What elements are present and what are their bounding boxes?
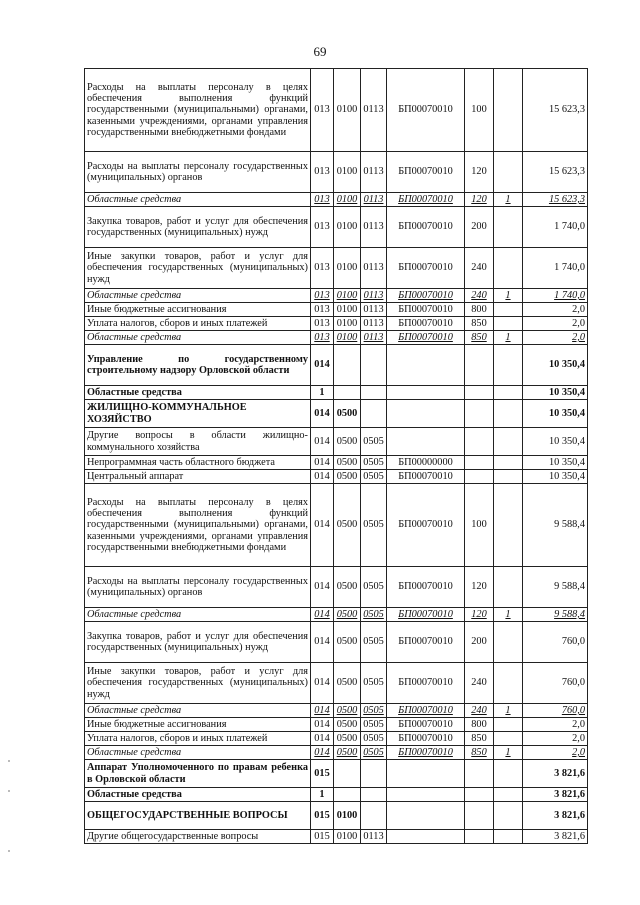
cell-csr xyxy=(387,788,465,802)
cell-source xyxy=(494,470,523,484)
cell-source xyxy=(494,802,523,830)
table-row xyxy=(85,663,588,704)
cell-pr xyxy=(361,760,387,788)
cell-sum: 10 350,4 xyxy=(523,345,588,386)
row-name: Областные средства xyxy=(85,289,311,303)
table-row xyxy=(85,830,588,844)
cell-rz: 0100 xyxy=(334,69,361,152)
cell-vr: 800 xyxy=(465,303,494,317)
cell-ved: 013 xyxy=(311,303,334,317)
cell-source xyxy=(494,345,523,386)
cell-csr: БП00070010 xyxy=(387,207,465,248)
row-name: Уплата налогов, сборов и иных платежей xyxy=(85,317,311,331)
cell-csr: БП00070010 xyxy=(387,567,465,608)
cell-csr: БП00070010 xyxy=(387,622,465,663)
cell-csr xyxy=(387,428,465,456)
cell-source xyxy=(494,830,523,844)
cell-ved: 014 xyxy=(311,428,334,456)
cell-source xyxy=(494,732,523,746)
cell-pr xyxy=(361,386,387,400)
cell-vr xyxy=(465,830,494,844)
cell-source xyxy=(494,788,523,802)
cell-source xyxy=(494,428,523,456)
cell-csr: БП00070010 xyxy=(387,69,465,152)
cell-ved: 015 xyxy=(311,760,334,788)
cell-ved: 014 xyxy=(311,484,334,567)
table-row xyxy=(85,193,588,207)
cell-rz xyxy=(334,386,361,400)
cell-csr: БП00070010 xyxy=(387,317,465,331)
cell-ved: 013 xyxy=(311,207,334,248)
table-row xyxy=(85,69,588,152)
cell-ved: 015 xyxy=(311,802,334,830)
row-name: Другие вопросы в области жилищно-коммунального хозяйства xyxy=(85,428,311,456)
cell-rz: 0500 xyxy=(334,704,361,718)
cell-ved: 015 xyxy=(311,830,334,844)
cell-ved: 014 xyxy=(311,746,334,760)
cell-rz: 0500 xyxy=(334,456,361,470)
cell-vr xyxy=(465,788,494,802)
budget-table xyxy=(84,68,588,844)
cell-pr: 0505 xyxy=(361,567,387,608)
cell-ved: 013 xyxy=(311,289,334,303)
cell-csr xyxy=(387,386,465,400)
cell-pr: 0505 xyxy=(361,732,387,746)
cell-pr xyxy=(361,788,387,802)
cell-sum: 2,0 xyxy=(523,331,588,345)
cell-ved: 013 xyxy=(311,69,334,152)
cell-sum: 760,0 xyxy=(523,622,588,663)
cell-rz: 0100 xyxy=(334,193,361,207)
cell-source xyxy=(494,622,523,663)
cell-ved: 013 xyxy=(311,152,334,193)
cell-rz: 0500 xyxy=(334,746,361,760)
cell-sum: 10 350,4 xyxy=(523,400,588,428)
scan-mark xyxy=(8,760,10,762)
cell-csr: БП00070010 xyxy=(387,248,465,289)
row-name: Управление по государственному строительному надзору Орловской области xyxy=(85,345,311,386)
table-row xyxy=(85,760,588,788)
cell-ved: 014 xyxy=(311,704,334,718)
table-row xyxy=(85,622,588,663)
cell-csr: БП00070010 xyxy=(387,704,465,718)
row-name: Областные средства xyxy=(85,788,311,802)
table-row xyxy=(85,788,588,802)
cell-ved: 014 xyxy=(311,567,334,608)
cell-pr: 0113 xyxy=(361,289,387,303)
cell-sum: 9 588,4 xyxy=(523,484,588,567)
cell-vr xyxy=(465,428,494,456)
cell-csr xyxy=(387,802,465,830)
cell-sum: 3 821,6 xyxy=(523,760,588,788)
cell-vr: 240 xyxy=(465,289,494,303)
cell-csr: БП00000000 xyxy=(387,456,465,470)
cell-source: 1 xyxy=(494,608,523,622)
cell-source: 1 xyxy=(494,193,523,207)
cell-sum: 9 588,4 xyxy=(523,608,588,622)
cell-rz xyxy=(334,345,361,386)
cell-sum: 760,0 xyxy=(523,663,588,704)
cell-csr: БП00070010 xyxy=(387,470,465,484)
cell-sum: 10 350,4 xyxy=(523,470,588,484)
cell-source xyxy=(494,152,523,193)
table-row xyxy=(85,732,588,746)
row-name: Областные средства xyxy=(85,331,311,345)
cell-ved: 014 xyxy=(311,456,334,470)
cell-csr xyxy=(387,400,465,428)
table-row xyxy=(85,470,588,484)
cell-vr: 120 xyxy=(465,608,494,622)
table-row xyxy=(85,152,588,193)
row-name: Уплата налогов, сборов и иных платежей xyxy=(85,732,311,746)
page-number: 69 xyxy=(313,44,327,59)
cell-rz: 0500 xyxy=(334,622,361,663)
table-row xyxy=(85,456,588,470)
table-row xyxy=(85,704,588,718)
cell-sum: 10 350,4 xyxy=(523,386,588,400)
cell-pr: 0113 xyxy=(361,303,387,317)
cell-source xyxy=(494,567,523,608)
cell-sum: 15 623,3 xyxy=(523,193,588,207)
row-name: Расходы на выплаты персоналу государственных (муниципальных) органов xyxy=(85,567,311,608)
cell-csr: БП00070010 xyxy=(387,732,465,746)
cell-csr: БП00070010 xyxy=(387,193,465,207)
cell-sum: 15 623,3 xyxy=(523,152,588,193)
row-name: ЖИЛИЩНО-КОММУНАЛЬНОЕ ХОЗЯЙСТВО xyxy=(85,400,311,428)
cell-source xyxy=(494,207,523,248)
row-name: Аппарат Уполномоченного по правам ребенка в Орловской области xyxy=(85,760,311,788)
cell-csr: БП00070010 xyxy=(387,663,465,704)
table-row xyxy=(85,567,588,608)
cell-sum: 2,0 xyxy=(523,746,588,760)
scan-mark xyxy=(8,790,10,792)
row-name: Расходы на выплаты персоналу в целях обеспечения выполнения функций государственными (муниципальными) органами, казенными учреждениями, органами управления государственными внебюджетными фондами xyxy=(85,484,311,567)
cell-source xyxy=(494,69,523,152)
cell-sum: 10 350,4 xyxy=(523,456,588,470)
cell-sum: 2,0 xyxy=(523,317,588,331)
row-name: Областные средства xyxy=(85,386,311,400)
cell-rz: 0500 xyxy=(334,663,361,704)
cell-sum: 1 740,0 xyxy=(523,289,588,303)
table-row xyxy=(85,303,588,317)
row-name: Областные средства xyxy=(85,746,311,760)
cell-csr: БП00070010 xyxy=(387,289,465,303)
cell-rz: 0100 xyxy=(334,802,361,830)
cell-vr xyxy=(465,760,494,788)
cell-pr: 0505 xyxy=(361,428,387,456)
cell-sum: 2,0 xyxy=(523,303,588,317)
table-row xyxy=(85,331,588,345)
row-name: Закупка товаров, работ и услуг для обеспечения государственных (муниципальных) нужд xyxy=(85,207,311,248)
cell-sum: 10 350,4 xyxy=(523,428,588,456)
cell-vr: 200 xyxy=(465,207,494,248)
cell-rz: 0100 xyxy=(334,152,361,193)
cell-source xyxy=(494,456,523,470)
row-name: Областные средства xyxy=(85,608,311,622)
cell-sum: 2,0 xyxy=(523,718,588,732)
table-row xyxy=(85,289,588,303)
cell-sum: 3 821,6 xyxy=(523,830,588,844)
cell-rz xyxy=(334,760,361,788)
cell-vr: 850 xyxy=(465,732,494,746)
cell-ved: 013 xyxy=(311,248,334,289)
table-row xyxy=(85,802,588,830)
cell-rz: 0100 xyxy=(334,331,361,345)
cell-source xyxy=(494,303,523,317)
cell-vr: 850 xyxy=(465,746,494,760)
cell-rz: 0500 xyxy=(334,470,361,484)
cell-sum: 760,0 xyxy=(523,704,588,718)
cell-csr xyxy=(387,345,465,386)
row-name: Иные бюджетные ассигнования xyxy=(85,303,311,317)
cell-sum: 15 623,3 xyxy=(523,69,588,152)
table-row xyxy=(85,317,588,331)
cell-ved: 014 xyxy=(311,608,334,622)
cell-rz xyxy=(334,788,361,802)
row-name: Областные средства xyxy=(85,193,311,207)
cell-rz: 0500 xyxy=(334,484,361,567)
cell-vr: 850 xyxy=(465,331,494,345)
cell-rz: 0500 xyxy=(334,608,361,622)
cell-csr xyxy=(387,760,465,788)
cell-pr: 0113 xyxy=(361,317,387,331)
cell-vr: 200 xyxy=(465,622,494,663)
cell-rz: 0500 xyxy=(334,718,361,732)
cell-vr xyxy=(465,470,494,484)
table-row xyxy=(85,207,588,248)
cell-source xyxy=(494,718,523,732)
cell-pr: 0113 xyxy=(361,248,387,289)
cell-ved: 014 xyxy=(311,345,334,386)
cell-sum: 2,0 xyxy=(523,732,588,746)
cell-ved: 014 xyxy=(311,732,334,746)
cell-source: 1 xyxy=(494,289,523,303)
cell-pr: 0505 xyxy=(361,470,387,484)
cell-pr: 0505 xyxy=(361,718,387,732)
cell-pr: 0505 xyxy=(361,704,387,718)
cell-csr: БП00070010 xyxy=(387,331,465,345)
cell-vr: 120 xyxy=(465,567,494,608)
cell-pr: 0113 xyxy=(361,207,387,248)
cell-source xyxy=(494,386,523,400)
cell-pr: 0113 xyxy=(361,830,387,844)
cell-csr: БП00070010 xyxy=(387,303,465,317)
cell-pr: 0505 xyxy=(361,663,387,704)
row-name: ОБЩЕГОСУДАРСТВЕННЫЕ ВОПРОСЫ xyxy=(85,802,311,830)
cell-pr xyxy=(361,400,387,428)
cell-pr: 0113 xyxy=(361,193,387,207)
cell-pr: 0505 xyxy=(361,622,387,663)
cell-pr xyxy=(361,802,387,830)
table-row xyxy=(85,608,588,622)
table-row xyxy=(85,345,588,386)
scan-mark xyxy=(8,850,10,852)
cell-pr: 0505 xyxy=(361,484,387,567)
table-row xyxy=(85,248,588,289)
row-name: Иные бюджетные ассигнования xyxy=(85,718,311,732)
cell-csr: БП00070010 xyxy=(387,484,465,567)
cell-ved: 1 xyxy=(311,386,334,400)
cell-pr: 0113 xyxy=(361,331,387,345)
cell-ved: 013 xyxy=(311,331,334,345)
cell-rz: 0100 xyxy=(334,317,361,331)
cell-csr xyxy=(387,830,465,844)
cell-source xyxy=(494,484,523,567)
cell-pr: 0505 xyxy=(361,746,387,760)
table-row xyxy=(85,484,588,567)
cell-pr: 0113 xyxy=(361,152,387,193)
cell-sum: 1 740,0 xyxy=(523,207,588,248)
cell-sum: 3 821,6 xyxy=(523,802,588,830)
cell-rz: 0100 xyxy=(334,248,361,289)
cell-source xyxy=(494,317,523,331)
cell-ved: 1 xyxy=(311,788,334,802)
cell-pr: 0113 xyxy=(361,69,387,152)
cell-vr: 120 xyxy=(465,193,494,207)
cell-ved: 014 xyxy=(311,400,334,428)
cell-vr: 240 xyxy=(465,663,494,704)
cell-source xyxy=(494,400,523,428)
cell-vr xyxy=(465,345,494,386)
cell-vr xyxy=(465,456,494,470)
cell-vr xyxy=(465,386,494,400)
cell-vr: 120 xyxy=(465,152,494,193)
cell-vr xyxy=(465,802,494,830)
cell-csr: БП00070010 xyxy=(387,608,465,622)
cell-ved: 013 xyxy=(311,317,334,331)
row-name: Иные закупки товаров, работ и услуг для обеспечения государственных (муниципальных) нужд xyxy=(85,248,311,289)
table-row xyxy=(85,386,588,400)
row-name: Расходы на выплаты персоналу государственных (муниципальных) органов xyxy=(85,152,311,193)
cell-vr xyxy=(465,400,494,428)
cell-sum: 3 821,6 xyxy=(523,788,588,802)
cell-ved: 013 xyxy=(311,193,334,207)
cell-source: 1 xyxy=(494,746,523,760)
cell-source: 1 xyxy=(494,704,523,718)
cell-sum: 1 740,0 xyxy=(523,248,588,289)
cell-pr: 0505 xyxy=(361,608,387,622)
cell-ved: 014 xyxy=(311,622,334,663)
table-row xyxy=(85,428,588,456)
cell-csr: БП00070010 xyxy=(387,152,465,193)
row-name: Иные закупки товаров, работ и услуг для обеспечения государственных (муниципальных) нужд xyxy=(85,663,311,704)
cell-source xyxy=(494,663,523,704)
cell-ved: 014 xyxy=(311,663,334,704)
row-name: Другие общегосударственные вопросы xyxy=(85,830,311,844)
cell-csr: БП00070010 xyxy=(387,718,465,732)
row-name: Центральный аппарат xyxy=(85,470,311,484)
cell-rz: 0100 xyxy=(334,207,361,248)
cell-source: 1 xyxy=(494,331,523,345)
cell-sum: 9 588,4 xyxy=(523,567,588,608)
cell-ved: 014 xyxy=(311,470,334,484)
cell-csr: БП00070010 xyxy=(387,746,465,760)
cell-vr: 850 xyxy=(465,317,494,331)
cell-rz: 0500 xyxy=(334,428,361,456)
cell-source xyxy=(494,248,523,289)
cell-rz: 0500 xyxy=(334,567,361,608)
cell-vr: 100 xyxy=(465,484,494,567)
cell-ved: 014 xyxy=(311,718,334,732)
row-name: Расходы на выплаты персоналу в целях обеспечения выполнения функций государственными (муниципальными) органами, казенными учреждениями, органами управления государственными внебюджетными фондами xyxy=(85,69,311,152)
cell-rz: 0500 xyxy=(334,400,361,428)
cell-rz: 0100 xyxy=(334,830,361,844)
cell-pr xyxy=(361,345,387,386)
row-name: Закупка товаров, работ и услуг для обеспечения государственных (муниципальных) нужд xyxy=(85,622,311,663)
cell-source xyxy=(494,760,523,788)
cell-pr: 0505 xyxy=(361,456,387,470)
row-name: Непрограммная часть областного бюджета xyxy=(85,456,311,470)
cell-vr: 240 xyxy=(465,248,494,289)
cell-rz: 0100 xyxy=(334,303,361,317)
table-row xyxy=(85,746,588,760)
table-row xyxy=(85,400,588,428)
cell-rz: 0100 xyxy=(334,289,361,303)
row-name: Областные средства xyxy=(85,704,311,718)
table-row xyxy=(85,718,588,732)
cell-vr: 800 xyxy=(465,718,494,732)
cell-rz: 0500 xyxy=(334,732,361,746)
cell-vr: 100 xyxy=(465,69,494,152)
cell-vr: 240 xyxy=(465,704,494,718)
